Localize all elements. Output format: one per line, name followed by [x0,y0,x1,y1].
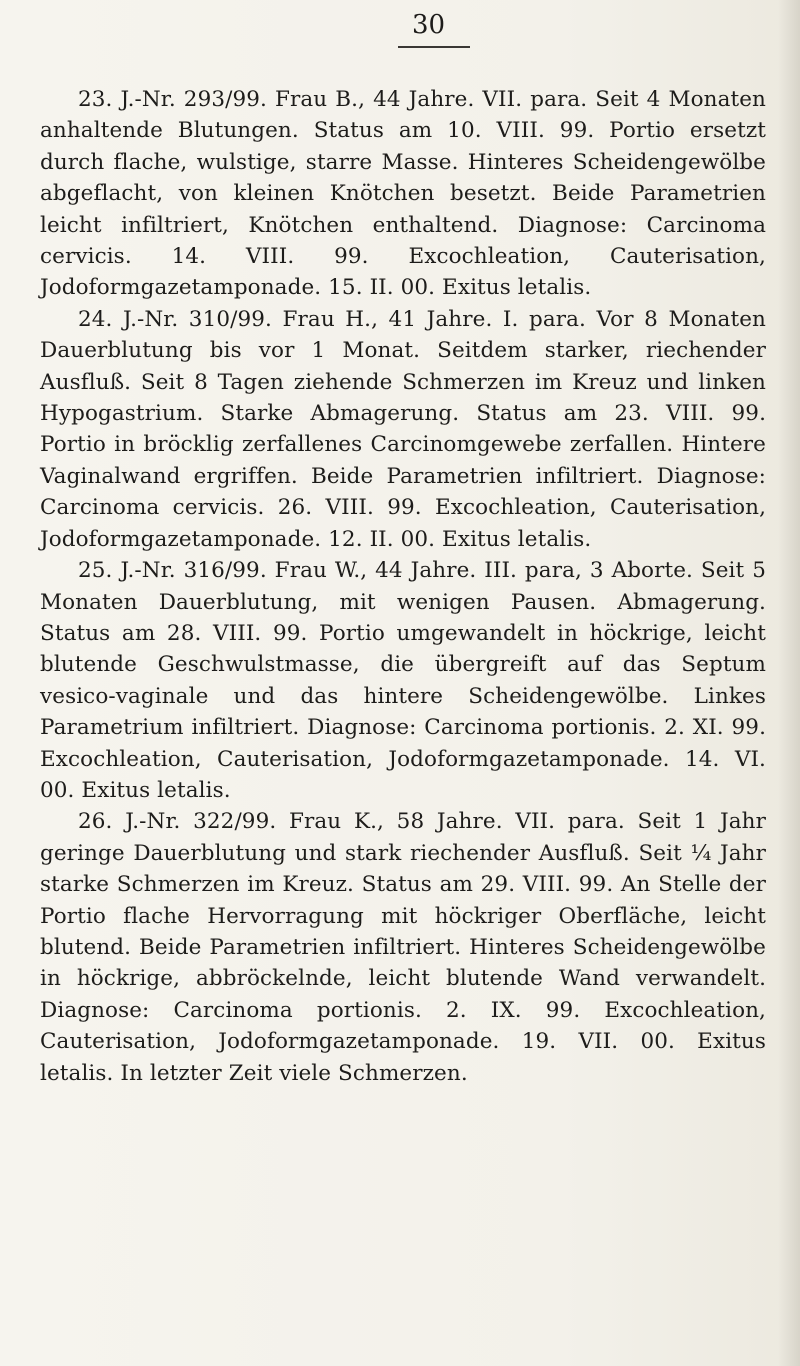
page-number-rule [398,46,470,48]
case-number: 24. [78,306,113,332]
case-text: J.-Nr. 316/99. Frau W., 44 Jahre. III. para, 3 Aborte. Seit 5 Monaten Dauerblutung, mit wenigen Pausen. Abmagerung. Status am 28. VIII. 99. Portio umgewandelt in höckrige, leicht blutende Geschwulstmasse, die übergreift auf das Septum vesico-vaginale und das hintere Scheidengewölbe. Linkes Parametrium infiltriert. Diagnose: Carcinoma portionis. 2. XI. 99. Excochleation, Cauterisation, Jodoformgazetamponade. 14. VI. 00. Exitus letalis. [40,558,766,803]
case-entries [40,84,766,1089]
case-number: 26. [78,809,113,835]
case-text: J.-Nr. 310/99. Frau H., 41 Jahre. I. para. Vor 8 Monaten Dauerblutung bis vor 1 Monat. Seitdem starker, riechender Ausfluß. Seit 8 Tagen ziehende Schmerzen im Kreuz und linken Hypogastrium. Starke Abmagerung. Status am 23. VIII. 99. Portio in bröcklig zerfallenes Carcinomgewebe zerfallen. Hintere Vaginalwand ergriffen. Beide Parametrien infiltriert. Diagnose: Carcinoma cervicis. 26. VIII. 99. Excochleation, Cauterisation, Jodoformgazetamponade. 12. II. 00. Exitus letalis. [40,306,766,552]
page-edge-shadow [778,0,800,1366]
case-number: 23. [78,87,113,112]
page-number: 30 [412,10,446,40]
case-text: J.-Nr. 322/99. Frau K., 58 Jahre. VII. para. Seit 1 Jahr geringe Dauerblutung und stark riechender Ausfluß. Seit ¼ Jahr starke Schmerzen im Kreuz. Status am 29. VIII. 99. An Stelle der Portio flache Hervorragung mit höckriger Oberfläche, leicht blutend. Beide Parametrien infiltriert. Hinteres Scheidengewölbe in höckrige, abbröckelnde, leicht blutende Wand verwandelt. Diagnose: Carcinoma portionis. 2. IX. 99. Excochleation, Cauterisation, Jodoformgazetamponade. 19. VII. 00. Exitus letalis. In letzter Zeit viele Schmerzen. [40,809,766,1086]
case-number: 25. [78,558,113,584]
case-entry [40,84,766,304]
case-entry [40,304,766,555]
case-entry [40,806,766,1089]
case-entry [40,555,766,806]
case-text: J.-Nr. 293/99. Frau B., 44 Jahre. VII. para. Seit 4 Monaten anhaltende Blutungen. Status am 10. VIII. 99. Portio ersetzt durch flache, wulstige, starre Masse. Hinteres Scheidengewölbe abgeflacht, von kleinen Knötchen besetzt. Beide Parametrien leicht infiltriert, Knötchen enthaltend. Diagnose: Carcinoma cervicis. 14. VIII. 99. Excochleation, Cauterisation, Jodoformgazetamponade. 15. II. 00. Exitus letalis. [40,87,766,301]
